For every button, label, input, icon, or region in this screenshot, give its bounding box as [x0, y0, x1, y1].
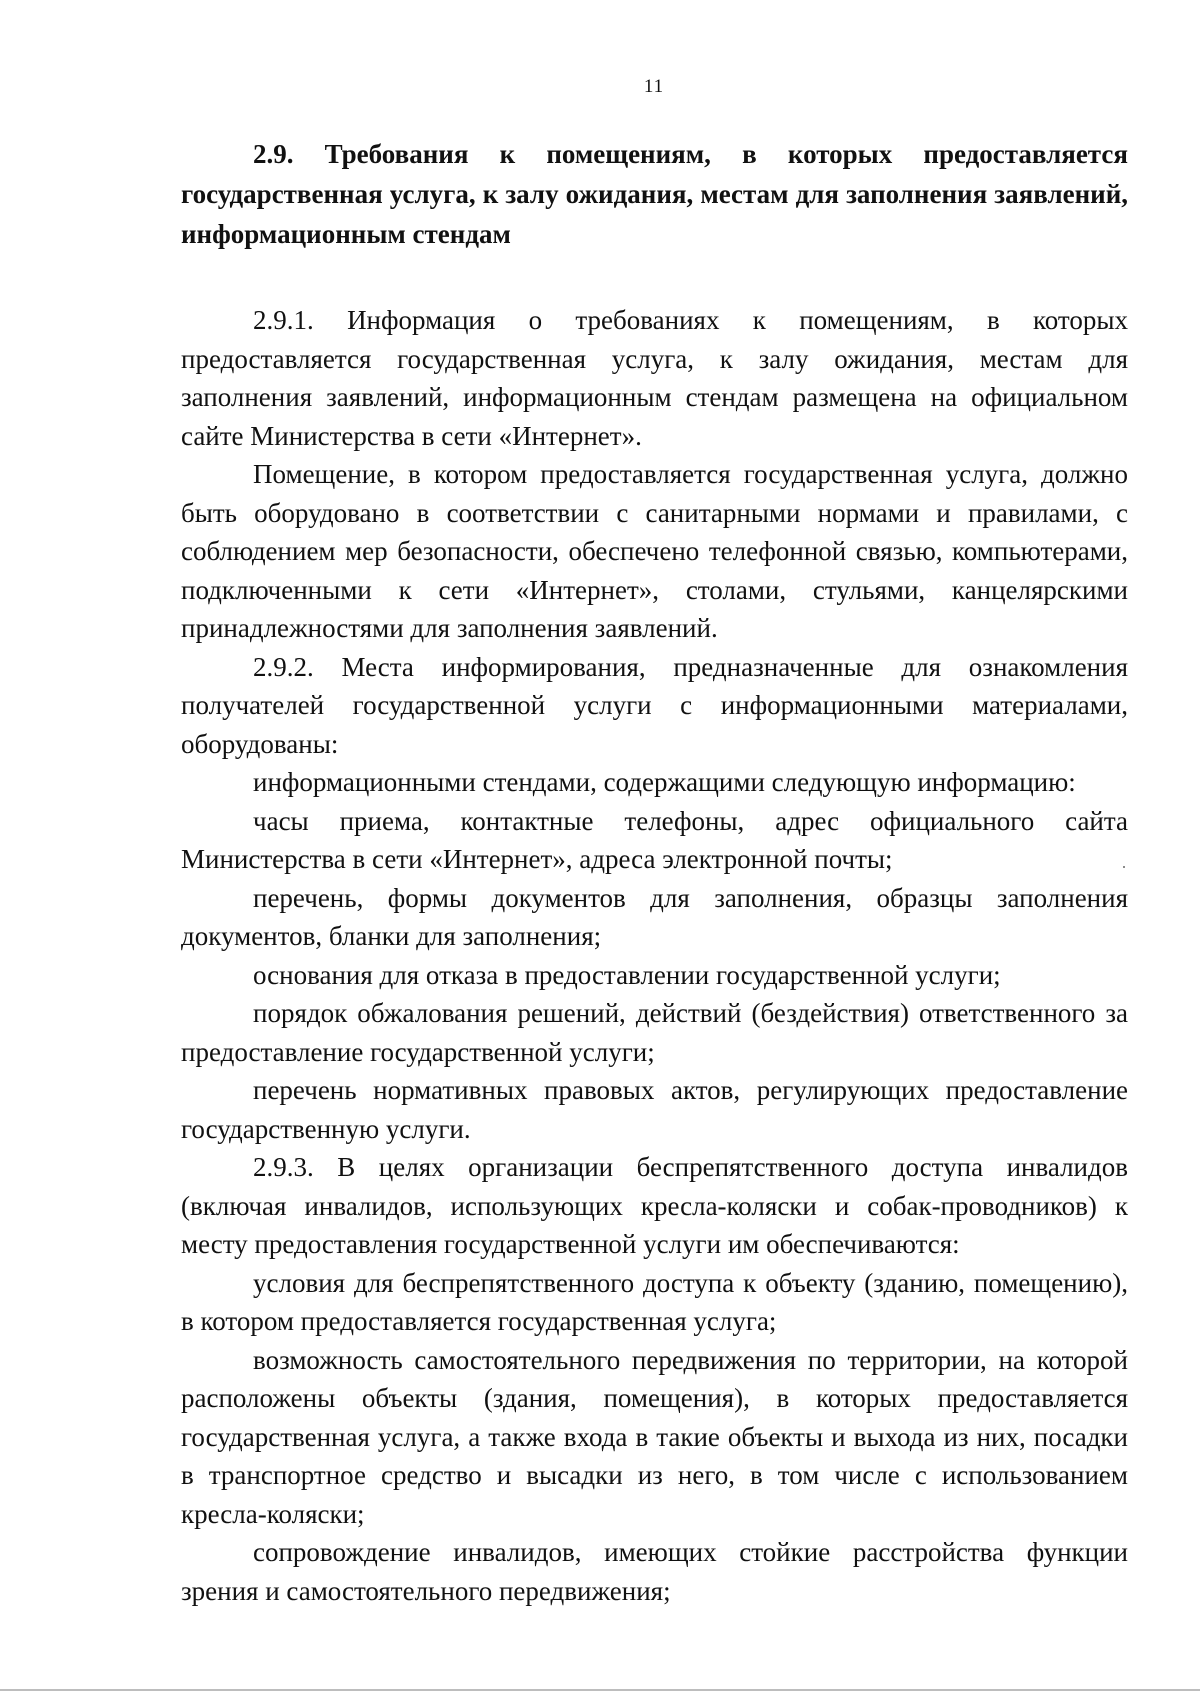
scan-edge-line: [0, 1689, 1200, 1691]
paragraph: перечень, формы документов для заполнения, образцы заполнения документов, бланки для заполнения;: [181, 882, 1128, 951]
paragraph: сопровождение инвалидов, имеющих стойкие расстройства функции зрения и самостоятельного передвижения;: [181, 1537, 1128, 1606]
paragraph: Помещение, в котором предоставляется государственная услуга, должно быть оборудовано в соответствии с санитарными нормами и правилами, с соблюдением мер безопасности, обеспечено телефонной связью, компьютерами, подключенными к сети «Интернет», столами, стульями, канцелярскими принадлежностями для заполнения заявлений.: [181, 459, 1128, 643]
scan-speck: [1123, 866, 1125, 868]
paragraph: условия для беспрепятственного доступа к объекту (зданию, помещению), в котором предоставляется государственная услуга;: [181, 1267, 1128, 1336]
paragraph: часы приема, контактные телефоны, адрес официального сайта Министерства в сети «Интернет», адреса электронной почты;: [181, 805, 1128, 874]
paragraph: порядок обжалования решений, действий (бездействия) ответственного за предоставление государственной услуги;: [181, 998, 1128, 1067]
paragraph: основания для отказа в предоставлении государственной услуги;: [253, 959, 1001, 990]
paragraph: перечень нормативных правовых актов, регулирующих предоставление государственную услуги.: [181, 1075, 1128, 1144]
section-heading: 2.9. Требования к помещениям, в которых предоставляется государственная услуга, к залу ожидания, местам для заполнения заявлений, информационным стендам: [181, 139, 1128, 249]
paragraph: 2.9.2. Места информирования, предназначенные для ознакомления получателей государственной услуги с информационными материалами, оборудованы:: [181, 651, 1128, 759]
paragraph: информационными стендами, содержащими следующую информацию:: [253, 767, 1076, 797]
page-number: 11: [643, 76, 665, 97]
document-body: [181, 134, 1128, 1610]
paragraph: возможность самостоятельного передвижения по территории, на которой расположены объекты (здания, помещения), в которых предоставляется государственная услуга, а также входа в такие объекты и выхода из них, посадки в транспортное средство и высадки из него, в том числе с использованием кресла-коляски;: [181, 1344, 1128, 1529]
heading-spacer: [181, 254, 1128, 301]
paragraph: 2.9.1. Информация о требованиях к помещениям, в которых предоставляется государственная услуга, к залу ожидания, местам для заполнения заявлений, информационным стендам размещена на официальном сайте Министерства в сети «Интернет».: [181, 305, 1128, 451]
paragraph: 2.9.3. В целях организации беспрепятственного доступа инвалидов (включая инвалидов, использующих кресла-коляски и собак-проводников) к месту предоставления государственной услуги им обеспечиваются:: [181, 1152, 1128, 1259]
